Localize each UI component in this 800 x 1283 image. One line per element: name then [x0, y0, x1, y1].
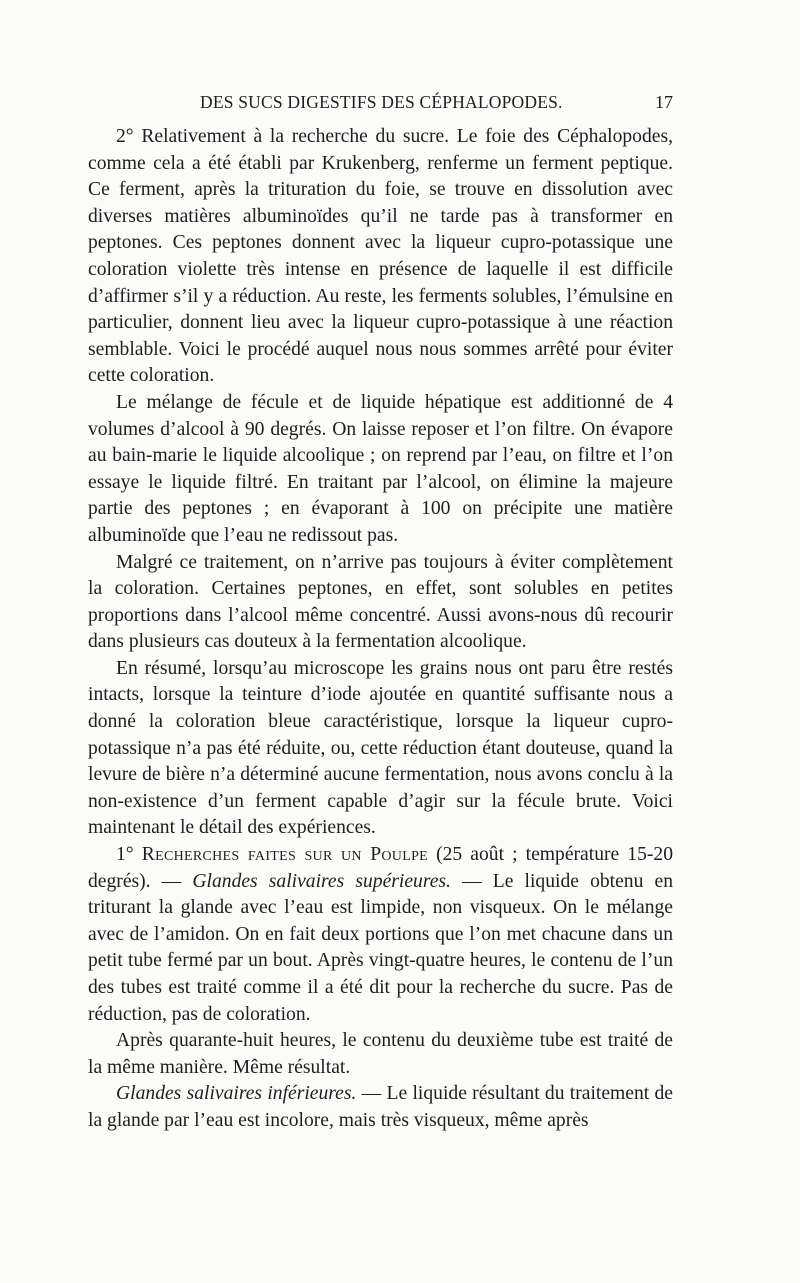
page-number: 17	[655, 92, 673, 112]
experiment-conditions: (25 août ; température 15-20 degrés). —	[88, 844, 674, 892]
paragraph-lower-glands	[88, 1081, 673, 1134]
page-header	[88, 92, 673, 118]
running-title: DES SUCS DIGESTIFS DES CÉPHALOPODES.	[200, 92, 563, 112]
paragraph-sugar-research: 2° Relativement à la recherche du sucre. Le foie des Céphalopodes, comme cela a été établi par Krukenberg, renferme un ferment peptique. Ce ferment, après la trituration du foie, se trouve en dissolution avec diverses matières albuminoïdes qu’il ne tarde pas à transformer en peptones. Ces peptones donnent avec la liqueur cupro-potassique une coloration violette très intense en présence de laquelle il est difficile d’affirmer s’il y a réduction. Au reste, les ferments solubles, l’émulsine en particulier, donnent lieu avec la liqueur cupro-potassique à une réaction semblable. Voici le procédé auquel nous nous sommes arrêté pour éviter cette coloration.	[88, 126, 673, 387]
paragraph-octopus-experiment	[88, 842, 673, 1028]
experiment-title: Recherches faites sur un Poulpe	[141, 844, 429, 866]
upper-salivary-glands-heading: Glandes salivaires supérieures.	[192, 870, 451, 892]
lower-salivary-glands-heading: Glandes salivaires inférieures.	[116, 1083, 357, 1105]
experiment-number: 1°	[116, 844, 142, 866]
upper-glands-text: — Le liquide obtenu en triturant la glande avec l’eau est limpide, non visqueux. On le mélange avec de l’amidon. On en fait deux portions que l’on met chacune dans un petit tube fermé par un bout. Après vingt-quatre heures, le contenu de l’un des tubes est traité comme il a été dit pour la recherche du sucre. Pas de réduction, pas de coloration.	[88, 870, 674, 1025]
paragraph-summary: En résumé, lorsqu’au microscope les grains nous ont paru être restés intacts, lorsque la teinture d’iode ajoutée en quantité suffisante nous a donné la coloration bleue caractéristique, lorsque la liqueur cupro-potassique n’a pas été réduite, ou, cette réduction étant douteuse, quand la levure de bière n’a déterminé aucune fermentation, nous avons conclu à la non-existence d’un ferment capable d’agir sur la fécule brute. Voici maintenant le détail des expériences.	[88, 657, 673, 839]
lower-glands-text: — Le liquide résultant du traitement de la glande par l’eau est incolore, mais très visqueux, même après	[88, 1083, 673, 1131]
paragraph-procedure: Le mélange de fécule et de liquide hépatique est additionné de 4 volumes d’alcool à 90 degrés. On laisse reposer et l’on filtre. On évapore au bain-marie le liquide alcoolique ; on reprend par l’eau, on filtre et l’on essaye le liquide filtré. En traitant par l’alcool, on élimine la majeure partie des peptones ; en évaporant à 100 on précipite une matière albuminoïde que l’eau ne redissout pas.	[88, 391, 673, 546]
paragraph-treatment: Malgré ce traitement, on n’arrive pas toujours à éviter complètement la coloration. Certaines peptones, en effet, sont solubles en petites proportions dans l’alcool même concentré. Aussi avons-nous dû recourir dans plusieurs cas douteux à la fermentation alcoolique.	[88, 551, 673, 653]
body-text	[88, 124, 673, 1135]
paragraph-second-tube: Après quarante-huit heures, le contenu du deuxième tube est traité de la même manière. Même résultat.	[88, 1030, 673, 1078]
